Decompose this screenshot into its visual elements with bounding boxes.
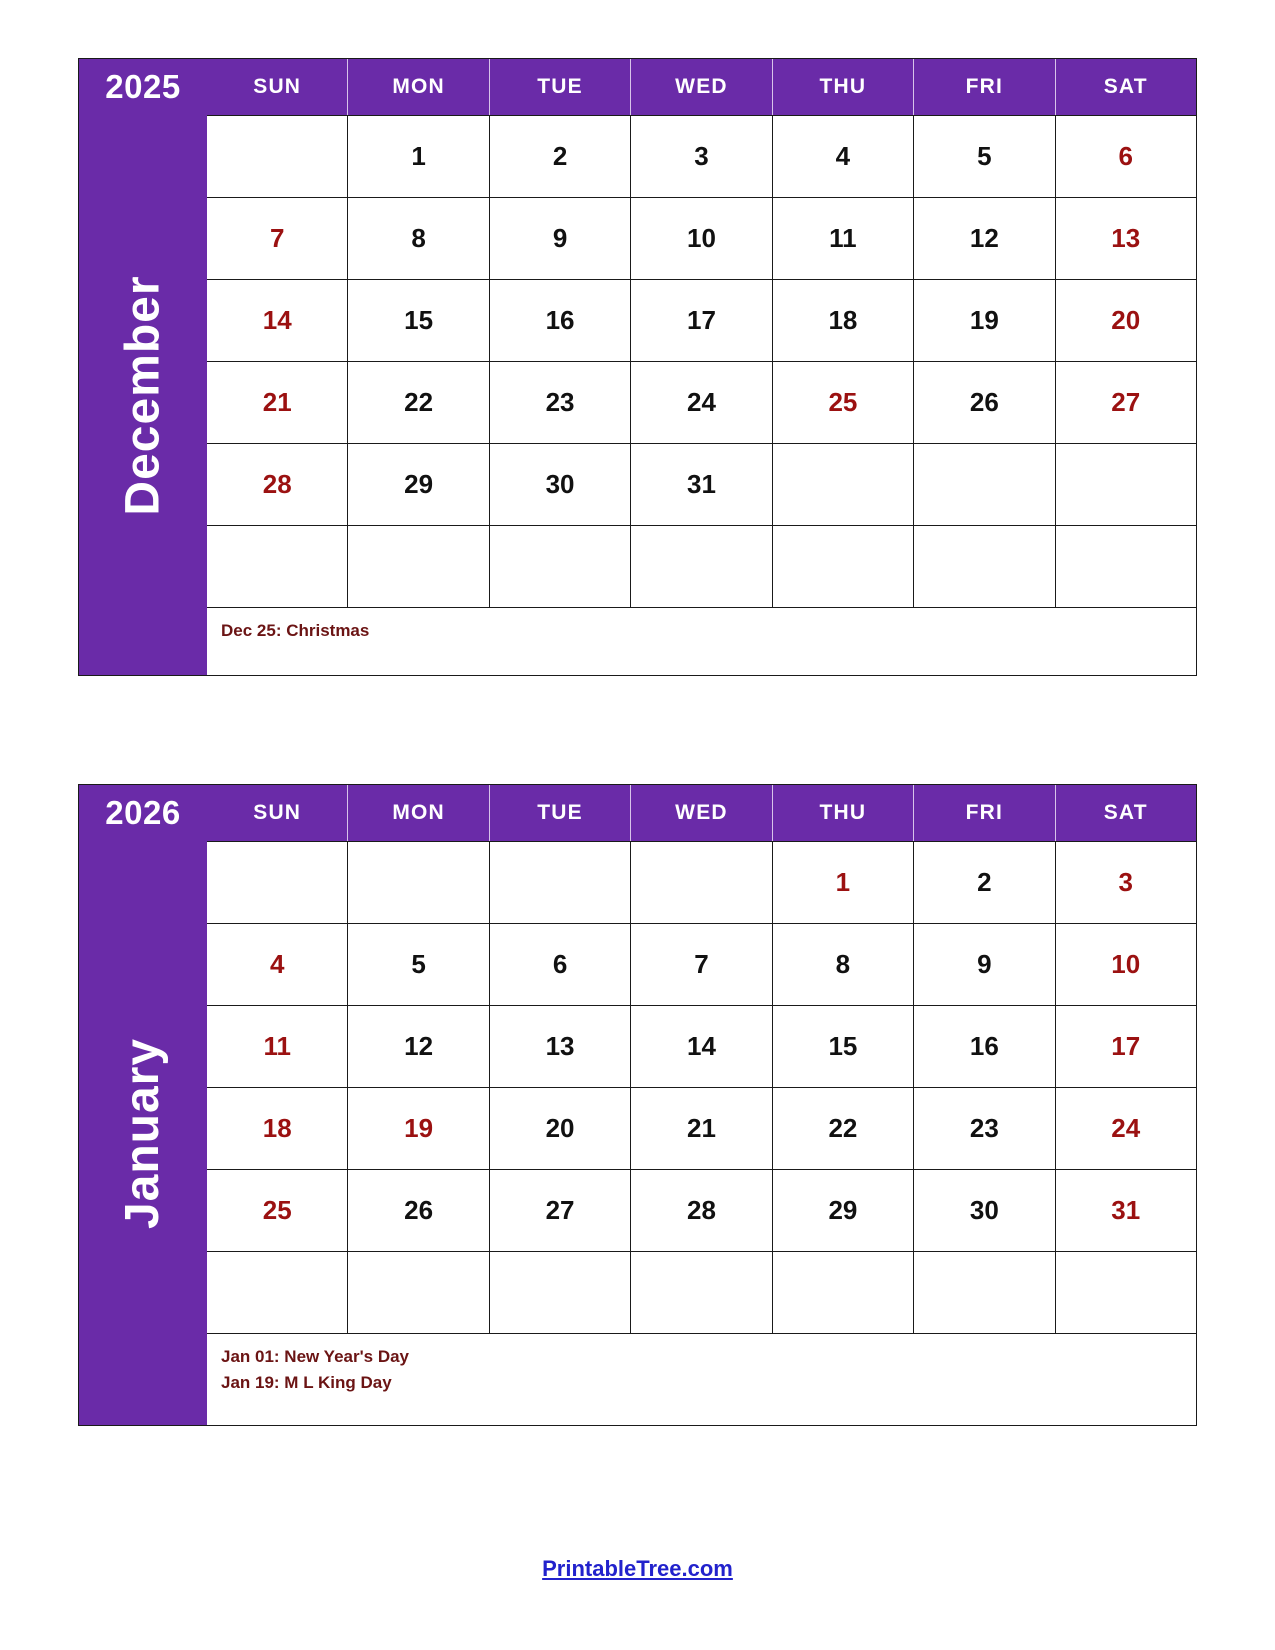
week-row xyxy=(207,525,1196,607)
day-cell[interactable]: 9 xyxy=(913,923,1054,1005)
month-label-december xyxy=(79,115,207,675)
day-cell[interactable]: 7 xyxy=(630,923,771,1005)
day-cell[interactable]: 16 xyxy=(489,279,630,361)
day-cell[interactable] xyxy=(630,525,771,607)
day-cell[interactable]: 13 xyxy=(1055,197,1196,279)
year-label-january: 2026 xyxy=(105,794,181,831)
week-row xyxy=(207,841,1196,923)
day-cell[interactable]: 16 xyxy=(913,1005,1054,1087)
weekday-tue: TUE xyxy=(489,785,630,841)
day-cell[interactable]: 18 xyxy=(772,279,913,361)
day-cell[interactable]: 31 xyxy=(630,443,771,525)
day-cell[interactable] xyxy=(913,443,1054,525)
day-cell[interactable]: 29 xyxy=(347,443,488,525)
day-cell[interactable]: 3 xyxy=(630,115,771,197)
day-cell[interactable] xyxy=(489,525,630,607)
day-cell[interactable]: 6 xyxy=(489,923,630,1005)
day-cell[interactable] xyxy=(1055,1251,1196,1333)
day-cell[interactable]: 3 xyxy=(1055,841,1196,923)
day-cell[interactable]: 21 xyxy=(630,1087,771,1169)
calendar-december-2025 xyxy=(78,58,1197,676)
day-cell[interactable] xyxy=(630,1251,771,1333)
day-cell[interactable]: 23 xyxy=(913,1087,1054,1169)
day-cell[interactable]: 11 xyxy=(772,197,913,279)
weekday-fri: FRI xyxy=(913,59,1054,115)
day-cell[interactable] xyxy=(207,525,347,607)
weekday-thu: THU xyxy=(772,59,913,115)
day-cell[interactable]: 15 xyxy=(347,279,488,361)
day-cell[interactable]: 8 xyxy=(347,197,488,279)
day-cell[interactable]: 2 xyxy=(913,841,1054,923)
week-row xyxy=(207,1087,1196,1169)
day-cell[interactable]: 22 xyxy=(347,361,488,443)
day-cell[interactable]: 14 xyxy=(630,1005,771,1087)
day-cell[interactable]: 26 xyxy=(347,1169,488,1251)
day-cell[interactable]: 5 xyxy=(347,923,488,1005)
weekday-mon: MON xyxy=(347,59,488,115)
weekday-mon: MON xyxy=(347,785,488,841)
day-cell[interactable] xyxy=(347,841,488,923)
day-cell[interactable]: 14 xyxy=(207,279,347,361)
weekday-sat: SAT xyxy=(1055,785,1196,841)
day-cell[interactable]: 30 xyxy=(489,443,630,525)
weekday-header-row-december xyxy=(207,59,1196,115)
day-cell[interactable] xyxy=(489,841,630,923)
day-cell[interactable]: 15 xyxy=(772,1005,913,1087)
day-cell[interactable] xyxy=(913,1251,1054,1333)
day-cell[interactable] xyxy=(913,525,1054,607)
week-row xyxy=(207,923,1196,1005)
month-name-january: January xyxy=(116,1037,170,1229)
day-cell[interactable]: 6 xyxy=(1055,115,1196,197)
day-cell-holiday[interactable]: 1 xyxy=(772,841,913,923)
weekday-thu: THU xyxy=(772,785,913,841)
weekday-sat: SAT xyxy=(1055,59,1196,115)
month-name-december: December xyxy=(116,274,170,516)
weekday-sun: SUN xyxy=(253,801,302,824)
day-cell[interactable]: 11 xyxy=(207,1005,347,1087)
day-cell[interactable]: 12 xyxy=(347,1005,488,1087)
day-cell[interactable]: 30 xyxy=(913,1169,1054,1251)
week-row xyxy=(207,443,1196,525)
day-cell[interactable]: 17 xyxy=(630,279,771,361)
day-cell[interactable]: 27 xyxy=(489,1169,630,1251)
day-cell[interactable]: 20 xyxy=(489,1087,630,1169)
day-cell[interactable] xyxy=(1055,525,1196,607)
day-cell[interactable]: 20 xyxy=(1055,279,1196,361)
holiday-notes-december xyxy=(207,607,1196,675)
calendar-grid-january xyxy=(207,785,1196,1425)
week-row xyxy=(207,1005,1196,1087)
day-cell[interactable]: 17 xyxy=(1055,1005,1196,1087)
day-cell[interactable]: 7 xyxy=(207,197,347,279)
day-cell[interactable] xyxy=(347,1251,488,1333)
calendar-grid-december xyxy=(207,59,1196,675)
day-cell[interactable]: 24 xyxy=(630,361,771,443)
day-cell[interactable]: 23 xyxy=(489,361,630,443)
day-cell[interactable] xyxy=(1055,443,1196,525)
day-cell[interactable] xyxy=(207,115,347,197)
week-row xyxy=(207,197,1196,279)
day-cell[interactable]: 4 xyxy=(207,923,347,1005)
day-cell[interactable]: 8 xyxy=(772,923,913,1005)
day-cell[interactable]: 31 xyxy=(1055,1169,1196,1251)
weekday-wed: WED xyxy=(630,785,771,841)
day-cell[interactable]: 26 xyxy=(913,361,1054,443)
day-cell[interactable] xyxy=(772,525,913,607)
day-cell[interactable]: 22 xyxy=(772,1087,913,1169)
day-cell[interactable]: 29 xyxy=(772,1169,913,1251)
day-cell[interactable]: 5 xyxy=(913,115,1054,197)
calendar-january-2026 xyxy=(78,784,1197,1426)
day-cell[interactable]: 28 xyxy=(630,1169,771,1251)
day-cell[interactable]: 4 xyxy=(772,115,913,197)
day-cell[interactable]: 10 xyxy=(630,197,771,279)
year-label-december: 2025 xyxy=(105,68,181,105)
day-cell[interactable]: 10 xyxy=(1055,923,1196,1005)
day-cell[interactable]: 19 xyxy=(913,279,1054,361)
day-cell[interactable]: 27 xyxy=(1055,361,1196,443)
weekday-sun: SUN xyxy=(253,75,302,98)
month-sidebar-january xyxy=(79,785,207,1425)
week-row xyxy=(207,1251,1196,1333)
calendar-spacer xyxy=(78,676,1197,784)
day-cell[interactable]: 21 xyxy=(207,361,347,443)
weekday-fri: FRI xyxy=(913,785,1054,841)
day-cell[interactable]: 18 xyxy=(207,1087,347,1169)
weekday-wed: WED xyxy=(630,59,771,115)
holiday-note: Jan 01: New Year's Day xyxy=(221,1347,410,1366)
day-cell[interactable] xyxy=(207,841,347,923)
day-cell[interactable]: 28 xyxy=(207,443,347,525)
month-label-january xyxy=(79,841,207,1425)
footer xyxy=(0,1556,1275,1582)
holiday-notes-january xyxy=(207,1333,1196,1425)
printabletree-link[interactable]: PrintableTree.com xyxy=(542,1556,733,1581)
month-sidebar-december xyxy=(79,59,207,675)
day-cell[interactable] xyxy=(772,1251,913,1333)
day-cell[interactable]: 25 xyxy=(207,1169,347,1251)
holiday-note: Jan 19: M L King Day xyxy=(221,1372,392,1392)
day-cell[interactable]: 1 xyxy=(347,115,488,197)
day-cell[interactable] xyxy=(630,841,771,923)
day-cell[interactable] xyxy=(772,443,913,525)
week-row xyxy=(207,361,1196,443)
holiday-note: Dec 25: Christmas xyxy=(221,621,370,640)
day-cell[interactable]: 24 xyxy=(1055,1087,1196,1169)
day-cell[interactable]: 13 xyxy=(489,1005,630,1087)
day-cell-holiday[interactable]: 19 xyxy=(347,1087,488,1169)
weekday-tue: TUE xyxy=(489,59,630,115)
day-cell[interactable]: 2 xyxy=(489,115,630,197)
weekday-header-row-january xyxy=(207,785,1196,841)
day-cell[interactable] xyxy=(489,1251,630,1333)
week-row xyxy=(207,279,1196,361)
week-row xyxy=(207,115,1196,197)
day-cell[interactable] xyxy=(207,1251,347,1333)
week-row xyxy=(207,1169,1196,1251)
day-cell[interactable] xyxy=(347,525,488,607)
day-cell-holiday[interactable]: 25 xyxy=(772,361,913,443)
day-cell[interactable]: 12 xyxy=(913,197,1054,279)
day-cell[interactable]: 9 xyxy=(489,197,630,279)
